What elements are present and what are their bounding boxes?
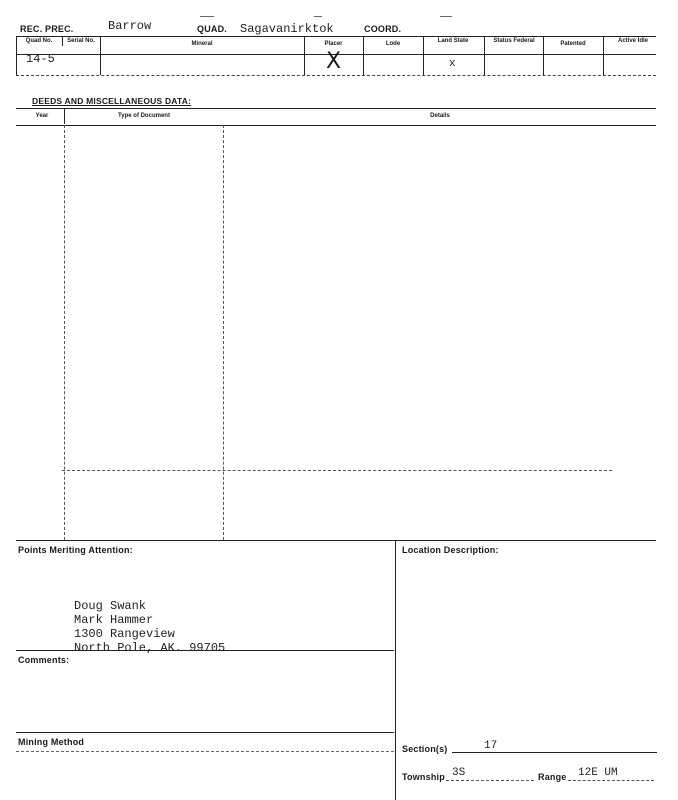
comments-label: Comments: — [18, 655, 70, 665]
rec-prec-label: REC. PREC. — [20, 24, 74, 34]
col-placer: Placer — [324, 41, 343, 47]
deeds-section-label: DEEDS AND MISCELLANEOUS DATA: — [32, 96, 192, 106]
contact-line: Mark Hammer — [74, 613, 154, 627]
col-land-state: Land State — [437, 38, 469, 44]
tick-mark — [200, 16, 214, 17]
col-quad-no: Quad No. — [25, 38, 53, 44]
township-label: Township — [402, 772, 445, 782]
rec-prec-value[interactable]: Barrow — [108, 19, 152, 33]
col-serial-no: Serial No. — [67, 38, 95, 44]
mining-method-top-rule — [16, 732, 394, 733]
section-label: Section(s) — [402, 744, 448, 754]
tick-mark — [314, 16, 322, 17]
deeds-midline — [62, 470, 612, 471]
coord-label: COORD. — [364, 24, 402, 34]
deeds-bottom-rule — [16, 540, 656, 541]
col-lode: Lode — [385, 41, 401, 47]
land-state-mark[interactable]: x — [449, 58, 456, 70]
tick-mark — [440, 16, 452, 17]
col-divider — [423, 36, 424, 75]
range-underline — [568, 780, 654, 781]
location-description-label: Location Description: — [402, 545, 499, 555]
quad-label: QUAD. — [197, 24, 227, 34]
section-underline — [452, 752, 657, 753]
range-value[interactable]: 12E UM — [578, 767, 618, 779]
year-column-line — [64, 125, 65, 540]
col-details: Details — [430, 113, 450, 119]
col-patented: Patented — [560, 41, 586, 47]
col-divider — [484, 36, 485, 75]
placer-check-mark[interactable]: X — [326, 49, 342, 74]
deeds-top-rule — [16, 108, 656, 109]
col-divider — [603, 36, 604, 75]
points-meriting-attention-label: Points Meriting Attention: — [18, 545, 133, 555]
quad-serial-value[interactable]: 14-5 — [26, 52, 55, 66]
mining-method-rule — [16, 751, 394, 752]
mining-method-label: Mining Method — [18, 737, 85, 747]
col-status-federal: Status Federal — [493, 38, 535, 44]
col-divider — [16, 36, 17, 75]
table-top-rule — [16, 36, 656, 37]
document-column-line — [223, 125, 224, 540]
township-underline — [446, 780, 534, 781]
contact-line: Doug Swank — [74, 599, 147, 613]
table-bottom-rule — [16, 75, 656, 76]
comments-top-rule — [16, 650, 394, 651]
contact-line: 1300 Rangeview — [74, 627, 175, 641]
col-type-of-document: Type of Document — [118, 113, 170, 119]
section-value[interactable]: 17 — [484, 740, 498, 752]
col-divider — [64, 108, 65, 124]
quad-value[interactable]: Sagavanirktok — [240, 22, 334, 36]
contact-line: North Pole, AK. 99705 — [74, 641, 226, 655]
points-meriting-attention-text[interactable] — [74, 599, 225, 655]
col-mineral: Mineral — [191, 41, 213, 47]
township-value[interactable]: 3S — [452, 767, 466, 779]
deeds-header-rule — [16, 125, 656, 126]
lower-center-divider — [395, 540, 396, 800]
col-active-idle: Active Idle — [617, 38, 648, 44]
range-label: Range — [538, 772, 567, 782]
col-year: Year — [35, 113, 49, 119]
